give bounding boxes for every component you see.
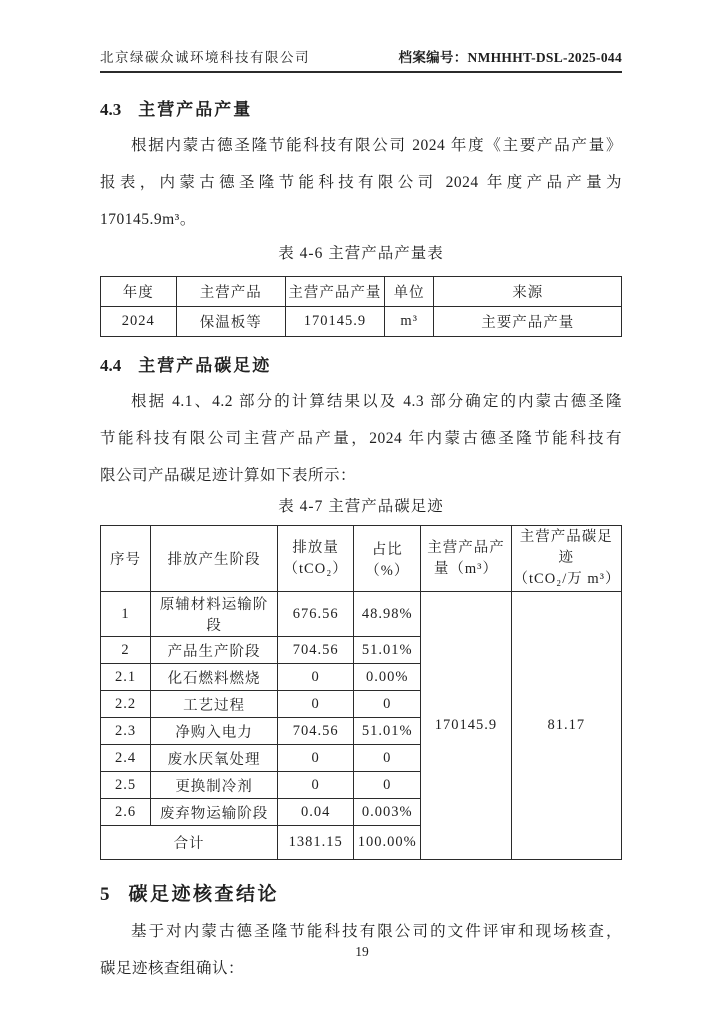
cell-emission: 0 [278, 745, 354, 772]
table-row [101, 307, 622, 337]
cell-share: 51.01% [354, 637, 421, 664]
cell-no: 1 [101, 592, 151, 637]
section-heading-4-4 [100, 351, 622, 376]
column-header: 主营产品产量 [285, 277, 384, 307]
file-number-label: 档案编号： [398, 50, 468, 65]
table-header-row [101, 526, 622, 592]
cell-emission: 0 [278, 691, 354, 718]
cell-stage: 更换制冷剂 [151, 772, 278, 799]
column-header: 主营产品碳足迹 （tCO₂/万 m³） [511, 526, 621, 592]
cell-product: 保温板等 [176, 307, 285, 337]
column-header: 来源 [434, 277, 622, 307]
column-header: 占比（%） [354, 526, 421, 592]
table-header-row [101, 277, 622, 307]
cell-stage: 工艺过程 [151, 691, 278, 718]
cell-unit: m³ [384, 307, 433, 337]
paragraph-4-3 [100, 127, 622, 238]
cell-emission: 676.56 [278, 592, 354, 637]
cell-no: 2.5 [101, 772, 151, 799]
cell-no: 2.2 [101, 691, 151, 718]
report-header [100, 46, 622, 73]
page-content [100, 0, 622, 987]
column-header: 序号 [101, 526, 151, 592]
section-heading-4-3 [100, 95, 622, 120]
column-header: 主营产品产 量（m³） [421, 526, 511, 592]
cell-share: 0 [354, 691, 421, 718]
file-number-value: NMHHHT-DSL-2025-044 [467, 50, 622, 65]
cell-emission: 0.04 [278, 799, 354, 826]
table-4-7-caption: 表 4-7 主营产品碳足迹 [278, 498, 444, 515]
cell-stage: 净购入电力 [151, 718, 278, 745]
paragraph-line: 限公司产品碳足迹计算如下表所示： [100, 467, 357, 484]
table-row [101, 592, 622, 637]
paragraph-line: 基于对内蒙古德圣隆节能科技有限公司的文件评审和现场核查， [131, 923, 622, 940]
company-name: 北京绿碳众诚环境科技有限公司 [100, 50, 310, 65]
paragraph-line: 报表，内蒙古德圣隆节能科技有限公司 2024 年度产品产量为 [100, 174, 622, 191]
cell-share: 0 [354, 772, 421, 799]
cell-no: 2.1 [101, 664, 151, 691]
cell-no: 2.6 [101, 799, 151, 826]
paragraph-line: 根据 4.1、4.2 部分的计算结果以及 4.3 部分确定的内蒙古德圣隆 [131, 393, 622, 410]
paragraph-line: 节能科技有限公司主营产品产量，2024 年内蒙古德圣隆节能科技有 [100, 430, 622, 447]
cell-stage: 原辅材料运输阶段 [151, 592, 278, 637]
cell-footprint-merged: 81.17 [511, 592, 621, 860]
cell-emission: 0 [278, 772, 354, 799]
cell-share: 0.00% [354, 664, 421, 691]
section-heading-5 [100, 879, 622, 906]
cell-stage: 废水厌氧处理 [151, 745, 278, 772]
column-header: 主营产品 [176, 277, 285, 307]
column-header: 排放产生阶段 [151, 526, 278, 592]
cell-stage: 产品生产阶段 [151, 637, 278, 664]
cell-share: 0 [354, 745, 421, 772]
cell-total-share: 100.00% [354, 826, 421, 860]
section-number: 4.3 [100, 100, 122, 119]
file-number [399, 46, 622, 66]
cell-source: 主要产品产量 [434, 307, 622, 337]
cell-no: 2.3 [101, 718, 151, 745]
paragraph-4-4 [100, 383, 622, 494]
section-title: 主营产品产量 [138, 100, 253, 119]
cell-no: 2 [101, 637, 151, 664]
section-number: 5 [100, 884, 110, 905]
cell-stage: 化石燃料燃烧 [151, 664, 278, 691]
column-header: 年度 [101, 277, 177, 307]
cell-emission: 704.56 [278, 637, 354, 664]
cell-year: 2024 [101, 307, 177, 337]
paragraph-line: 170145.9m³。 [100, 211, 196, 228]
cell-production-merged: 170145.9 [421, 592, 511, 860]
paragraph-line: 根据内蒙古德圣隆节能科技有限公司 2024 年度《主要产品产量》 [131, 137, 622, 154]
cell-share: 48.98% [354, 592, 421, 637]
column-header: 排放量 （tCO₂） [278, 526, 354, 592]
page-number: 19 [355, 944, 369, 959]
section-title: 主营产品碳足迹 [138, 356, 272, 375]
cell-emission: 704.56 [278, 718, 354, 745]
table-4-6 [100, 276, 622, 337]
section-number: 4.4 [100, 356, 122, 375]
cell-output: 170145.9 [285, 307, 384, 337]
cell-total-label: 合计 [101, 826, 278, 860]
table-4-6-caption: 表 4-6 主营产品产量表 [278, 245, 444, 262]
cell-share: 51.01% [354, 718, 421, 745]
section-title: 碳足迹核查结论 [128, 884, 280, 905]
cell-emission: 0 [278, 664, 354, 691]
cell-share: 0.003% [354, 799, 421, 826]
paragraph-line: 碳足迹核查组确认： [100, 960, 245, 977]
column-header: 单位 [384, 277, 433, 307]
cell-stage: 废弃物运输阶段 [151, 799, 278, 826]
table-4-7 [100, 525, 622, 860]
cell-total-emission: 1381.15 [278, 826, 354, 860]
cell-no: 2.4 [101, 745, 151, 772]
